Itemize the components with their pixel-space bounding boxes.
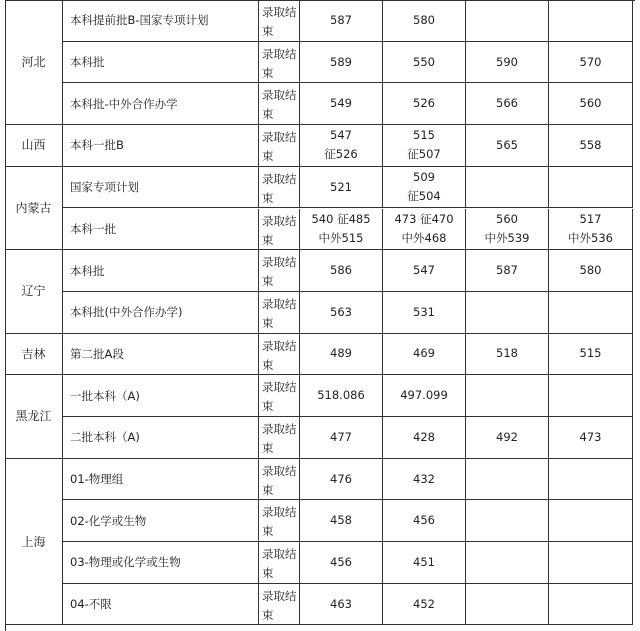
- score-value: 587: [330, 12, 352, 27]
- status-text: 录取结: [262, 505, 297, 520]
- status-text: 束: [262, 566, 274, 581]
- status-cell: [259, 167, 300, 209]
- score-cell: [300, 417, 383, 459]
- province-cell: 内蒙古: [5, 167, 63, 250]
- score-value: 489: [330, 346, 352, 361]
- score-cell: [549, 375, 633, 417]
- score-cell: [300, 500, 383, 542]
- score-value: 473: [579, 429, 602, 444]
- status-text: 录取结: [262, 213, 297, 228]
- province-cell: 黑龙江: [5, 375, 63, 458]
- score-cell: [383, 292, 466, 334]
- score-value: 428: [413, 429, 435, 444]
- status-cell: [259, 292, 300, 334]
- province-cell: 吉林: [5, 334, 63, 376]
- score-cell: [549, 125, 633, 167]
- score-value: 580: [579, 263, 602, 278]
- score-value: 549: [330, 96, 352, 111]
- status-text: 束: [262, 315, 274, 330]
- status-text: 录取结: [262, 296, 297, 311]
- status-cell: [259, 209, 300, 251]
- batch-cell: 国家专项计划: [63, 167, 259, 209]
- score-value: 547: [413, 263, 435, 278]
- score-cell: [466, 167, 549, 209]
- score-cell: [466, 42, 549, 84]
- score-cell: [383, 584, 466, 626]
- score-cell: [549, 292, 633, 334]
- score-value: 476: [330, 471, 352, 486]
- status-cell: [259, 250, 300, 292]
- score-value: 497.099: [400, 388, 448, 403]
- score-cell: [300, 292, 383, 334]
- status-text: 束: [262, 232, 274, 247]
- status-text: 束: [262, 65, 274, 80]
- score-value: 540 征485: [311, 211, 371, 226]
- score-value: 492: [496, 429, 518, 444]
- status-text: 录取结: [262, 422, 297, 436]
- score-value: 587: [496, 263, 518, 278]
- score-cell: [466, 584, 549, 626]
- status-cell: [259, 125, 300, 167]
- score-cell: [466, 83, 549, 125]
- score-cell: [549, 167, 633, 209]
- status-text: 束: [262, 524, 274, 539]
- score-cell: [549, 0, 633, 42]
- status-text: 录取结: [262, 171, 297, 186]
- score-value: 征526: [324, 147, 358, 162]
- score-cell: [549, 42, 633, 84]
- score-value: 550: [413, 54, 435, 69]
- score-value: 590: [496, 54, 518, 69]
- status-text: 录取结: [262, 130, 297, 145]
- score-value: 517: [579, 211, 602, 226]
- score-cell: [300, 83, 383, 125]
- score-cell: [383, 42, 466, 84]
- score-cell: [300, 459, 383, 501]
- status-text: 束: [262, 107, 274, 122]
- batch-cell: 03-物理或化学或生物: [63, 542, 259, 584]
- score-cell: [300, 375, 383, 417]
- score-value: 477: [330, 429, 352, 444]
- score-cell: [300, 334, 383, 376]
- score-value: 521: [330, 179, 352, 194]
- score-cell: [383, 459, 466, 501]
- score-cell: [466, 417, 549, 459]
- batch-cell: 一批本科（A): [63, 375, 259, 417]
- score-value: 征504: [407, 189, 441, 204]
- score-cell: [383, 209, 466, 251]
- score-cell: [466, 209, 549, 251]
- score-value: 中外468: [401, 230, 447, 245]
- score-cell: [549, 83, 633, 125]
- table-left-border: [5, 0, 6, 631]
- batch-cell: 本科批: [63, 42, 259, 84]
- status-text: 录取结: [262, 588, 297, 603]
- score-cell: [300, 584, 383, 626]
- score-value: 565: [496, 137, 518, 152]
- score-cell: [383, 375, 466, 417]
- status-cell: [259, 375, 300, 417]
- status-cell: [259, 542, 300, 584]
- score-value: 中外515: [318, 230, 364, 245]
- status-text: 录取结: [262, 380, 297, 395]
- score-cell: [383, 0, 466, 42]
- score-cell: [466, 500, 549, 542]
- score-cell: [549, 250, 633, 292]
- score-cell: [383, 125, 466, 167]
- score-value: 586: [330, 263, 352, 278]
- status-cell: [259, 417, 300, 459]
- score-cell: [549, 417, 633, 459]
- score-cell: [549, 584, 633, 626]
- status-text: 束: [262, 357, 274, 372]
- score-cell: [383, 250, 466, 292]
- province-cell: 辽宁: [5, 250, 63, 333]
- table-top-border: [5, 0, 635, 1]
- score-value: 566: [496, 96, 518, 111]
- score-cell: [466, 334, 549, 376]
- status-cell: [259, 459, 300, 501]
- score-value: 560: [579, 96, 602, 111]
- status-text: 录取结: [262, 46, 297, 61]
- score-cell: [549, 209, 633, 251]
- batch-cell: 04-不限: [63, 584, 259, 626]
- status-text: 录取结: [262, 5, 297, 19]
- score-cell: [549, 542, 633, 584]
- province-cell: 河北: [5, 0, 63, 125]
- score-value: 589: [330, 54, 352, 69]
- score-cell: [383, 417, 466, 459]
- status-text: 束: [262, 24, 274, 38]
- score-value: 563: [330, 304, 352, 319]
- status-text: 录取结: [262, 338, 297, 353]
- status-cell: [259, 334, 300, 376]
- score-cell: [300, 542, 383, 584]
- score-value: 515: [413, 128, 435, 143]
- score-cell: [466, 542, 549, 584]
- status-text: 束: [262, 441, 274, 455]
- status-text: 束: [262, 149, 274, 164]
- batch-cell: 01-物理组: [63, 459, 259, 501]
- score-value: 580: [413, 12, 435, 27]
- score-cell: [383, 83, 466, 125]
- score-value: 531: [413, 304, 435, 319]
- batch-cell: 第二批A段: [63, 334, 259, 376]
- score-cell: [549, 500, 633, 542]
- score-value: 456: [413, 513, 435, 528]
- batch-cell: 02-化学或生物: [63, 500, 259, 542]
- score-value: 463: [330, 596, 352, 611]
- score-cell: [466, 250, 549, 292]
- score-cell: [549, 459, 633, 501]
- status-cell: [259, 42, 300, 84]
- status-text: 束: [262, 607, 274, 622]
- score-cell: [549, 334, 633, 376]
- score-cell: [383, 542, 466, 584]
- score-cell: [466, 375, 549, 417]
- score-cell: [466, 292, 549, 334]
- score-cell: [383, 500, 466, 542]
- status-cell: [259, 584, 300, 626]
- status-text: 束: [262, 399, 274, 414]
- batch-cell: 本科提前批B-国家专项计划: [63, 0, 259, 42]
- score-cell: [466, 0, 549, 42]
- score-value: 456: [330, 554, 352, 569]
- status-cell: [259, 500, 300, 542]
- status-text: 录取结: [262, 88, 297, 103]
- batch-cell: 二批本科（A): [63, 417, 259, 459]
- score-value: 征507: [407, 147, 441, 162]
- score-cell: [383, 167, 466, 209]
- score-value: 432: [413, 471, 435, 486]
- status-text: 录取结: [262, 463, 297, 478]
- score-cell: [466, 125, 549, 167]
- province-cell: 上海: [5, 459, 63, 626]
- score-value: 558: [579, 137, 602, 152]
- score-value: 451: [413, 554, 435, 569]
- batch-cell: 本科一批B: [63, 125, 259, 167]
- batch-cell: 本科一批: [63, 209, 259, 251]
- status-text: 束: [262, 274, 274, 289]
- status-text: 束: [262, 190, 274, 205]
- status-text: 录取结: [262, 255, 297, 270]
- score-cell: [300, 209, 383, 251]
- score-value: 518: [496, 346, 518, 361]
- score-value: 469: [413, 346, 435, 361]
- score-value: 458: [330, 513, 352, 528]
- status-cell: [259, 0, 300, 42]
- score-value: 452: [413, 596, 435, 611]
- score-value: 547: [330, 128, 352, 143]
- score-value: 中外536: [568, 230, 613, 245]
- batch-cell: 本科批(中外合作办学): [63, 292, 259, 334]
- score-value: 570: [579, 54, 602, 69]
- score-cell: [300, 250, 383, 292]
- status-cell: [259, 83, 300, 125]
- score-value: 中外539: [484, 230, 530, 245]
- score-cell: [300, 125, 383, 167]
- score-value: 526: [413, 96, 435, 111]
- status-text: 录取结: [262, 547, 297, 562]
- score-cell: [300, 0, 383, 42]
- score-cell: [300, 42, 383, 84]
- status-text: 束: [262, 482, 274, 497]
- score-cell: [300, 167, 383, 209]
- score-cell: [383, 334, 466, 376]
- score-value: 509: [413, 170, 435, 185]
- score-cell: [466, 459, 549, 501]
- score-value: 560: [496, 211, 518, 226]
- batch-cell: 本科批-中外合作办学: [63, 83, 259, 125]
- batch-cell: 本科批: [63, 250, 259, 292]
- score-value: 515: [579, 346, 602, 361]
- province-cell: 山西: [5, 125, 63, 167]
- score-value: 518.086: [317, 388, 365, 403]
- score-value: 473 征470: [394, 211, 454, 226]
